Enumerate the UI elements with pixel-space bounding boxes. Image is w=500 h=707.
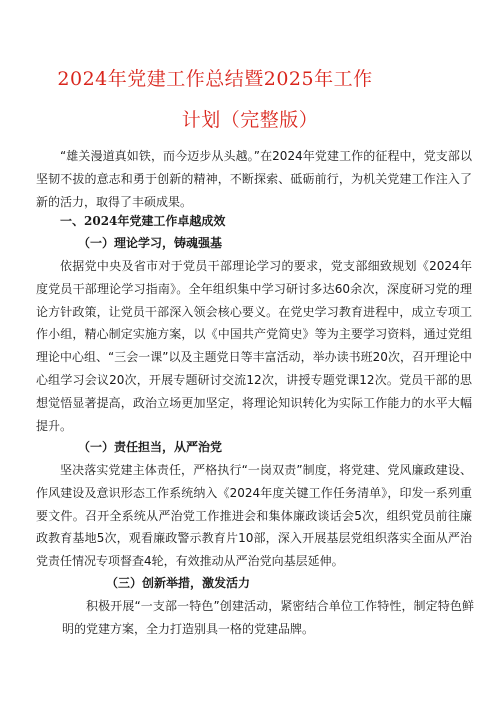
section1-heading: 一、2024年党建工作卓越成效 bbox=[60, 214, 226, 228]
subsection3-heading: （三）创新举措，激发活力 bbox=[106, 576, 251, 590]
document-title-line1: 2024年党建工作总结暨2025年工作 bbox=[57, 68, 373, 90]
document-title-line2: 计划（完整版） bbox=[181, 109, 319, 131]
subsection2-heading: （一）责任担当，从严治党 bbox=[78, 440, 223, 454]
subsection2-paragraph: 坚决落实党建主体责任，严格执行“一岗双责”制度，将党建、党风廉政建设、作风建设及意识形态工作系统纳入《2024年度关键工作任务清单》，印发一系列重要文件。召开全系统从严治党工作推进会和集体廉政谈话会5次，组织党员前往廉政教育基地5次，观看廉政警示教育片10部，深入开展基层党组织落实全面从严治党责任情况专项督查4轮，有效推动从严治党向基层延伸。 bbox=[36, 463, 472, 569]
intro-paragraph: “雄关漫道真如铁，而今迈步从头越。”在2024年党建工作的征程中，党支部以坚韧不拔的意志和勇于创新的精神，不断探索、砥砺前行，为机关党建工作注入了新的活力，取得了丰硕成果。 bbox=[36, 149, 472, 209]
subsection3-paragraph: 积极开展“一支部一特色”创建活动，紧密结合单位工作特性，制定特色鲜明的党建方案，全力打造别具一格的党建品牌。 bbox=[62, 599, 474, 636]
subsection1-heading: （一）理论学习，铸魂强基 bbox=[78, 236, 223, 250]
subsection1-paragraph: 依据党中央及省市对于党员干部理论学习的要求，党支部细致规划《2024年度党员干部理论学习指南》。全年组织集中学习研讨多达60余次，深度研习党的理论方针政策，让党员干部深入领会核心要义。在党史学习教育进程中，成立专项工作小组，精心制定实施方案，以《中国共产党简史》等为主要学习资料，通过党组理论中心组、“三会一课”以及主题党日等丰富活动，举办读书班20次，召开理论中心组学习会议20次，开展专题研讨交流12次，讲授专题党课12次。党员干部的思想觉悟显著提高，政治立场更加坚定，将理论知识转化为实际工作能力的水平大幅提升。 bbox=[36, 259, 472, 433]
